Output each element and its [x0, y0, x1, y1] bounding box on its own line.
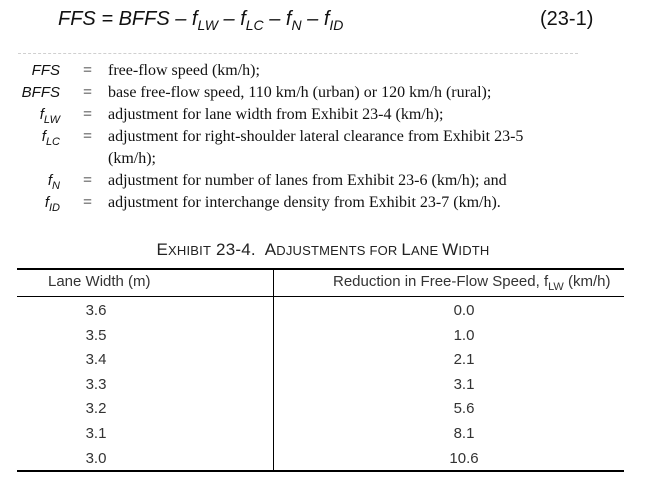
- definition-symbol: BFFS: [21, 84, 60, 101]
- equals-sign: =: [83, 84, 93, 101]
- definition-flc: [0, 128, 646, 150]
- definition-text: adjustment for right-shoulder lateral clearance from Exhibit 23-5: [108, 128, 524, 145]
- table-cell-reduction: 0.0: [453, 302, 475, 319]
- table-header-rule: [17, 296, 624, 297]
- equals-sign: =: [83, 62, 93, 79]
- table-cell-reduction: 2.1: [453, 351, 475, 368]
- table-cell-width: 3.1: [85, 425, 107, 442]
- table-cell-width: 3.2: [85, 400, 107, 417]
- definition-text: free-flow speed (km/h);: [108, 62, 260, 79]
- table-cell-width: 3.6: [85, 302, 107, 319]
- definition-symbol: $f_{LW}$: [39, 106, 60, 126]
- definition-symbol: $f_{LC}$: [41, 128, 60, 148]
- definition-symbol: FFS: [31, 62, 60, 79]
- definition-fn: [0, 172, 646, 194]
- definition-flw: [0, 106, 646, 128]
- equals-sign: =: [83, 194, 93, 211]
- equation: FFS = BFFS – $f_{LW} - f_{LC} - f_N - f_{ID}$: [58, 8, 344, 33]
- table-cell-reduction: 8.1: [453, 425, 475, 442]
- definition-text: base free-flow speed, 110 km/h (urban) or 120 km/h (rural);: [108, 84, 492, 101]
- equals-sign: =: [83, 106, 93, 123]
- table-cell-reduction: 5.6: [453, 400, 475, 417]
- definition-text: adjustment for lane width from Exhibit 23-4 (km/h);: [108, 106, 444, 123]
- divider: [18, 53, 578, 54]
- exhibit-title: EXHIBIT 23-4. ADJUSTMENTS FOR LANE WIDTH: [156, 240, 490, 259]
- column-header-reduction: Reduction in Free-Flow Speed, $f_{LW}$ (km/h): [333, 273, 611, 293]
- definition-symbol: $f_{ID}$: [44, 194, 60, 214]
- table-cell-width: 3.0: [85, 450, 107, 467]
- table-column-divider: [273, 269, 274, 472]
- definition-ffs: [0, 62, 646, 84]
- table-bottom-rule: [17, 470, 624, 472]
- table-cell-width: 3.5: [85, 327, 107, 344]
- equation-number: (23-1): [540, 8, 594, 30]
- table-cell-width: 3.3: [85, 376, 107, 393]
- table-cell-reduction: 1.0: [453, 327, 475, 344]
- definition-text: adjustment for interchange density from Exhibit 23-7 (km/h).: [108, 194, 501, 211]
- definition-fid: [0, 194, 646, 216]
- definition-symbol: $f_N$: [47, 172, 60, 192]
- definition-bffs: [0, 84, 646, 106]
- table-cell-width: 3.4: [85, 351, 107, 368]
- column-header-lane-width: Lane Width (m): [48, 273, 151, 290]
- table-cell-reduction: 3.1: [453, 376, 475, 393]
- definition-text: adjustment for number of lanes from Exhibit 23-6 (km/h); and: [108, 172, 507, 189]
- table-top-rule: [17, 268, 624, 270]
- equals-sign: =: [83, 128, 93, 145]
- equals-sign: =: [83, 172, 93, 189]
- definition-continuation: (km/h);: [108, 150, 156, 167]
- table-cell-reduction: 10.6: [449, 450, 479, 467]
